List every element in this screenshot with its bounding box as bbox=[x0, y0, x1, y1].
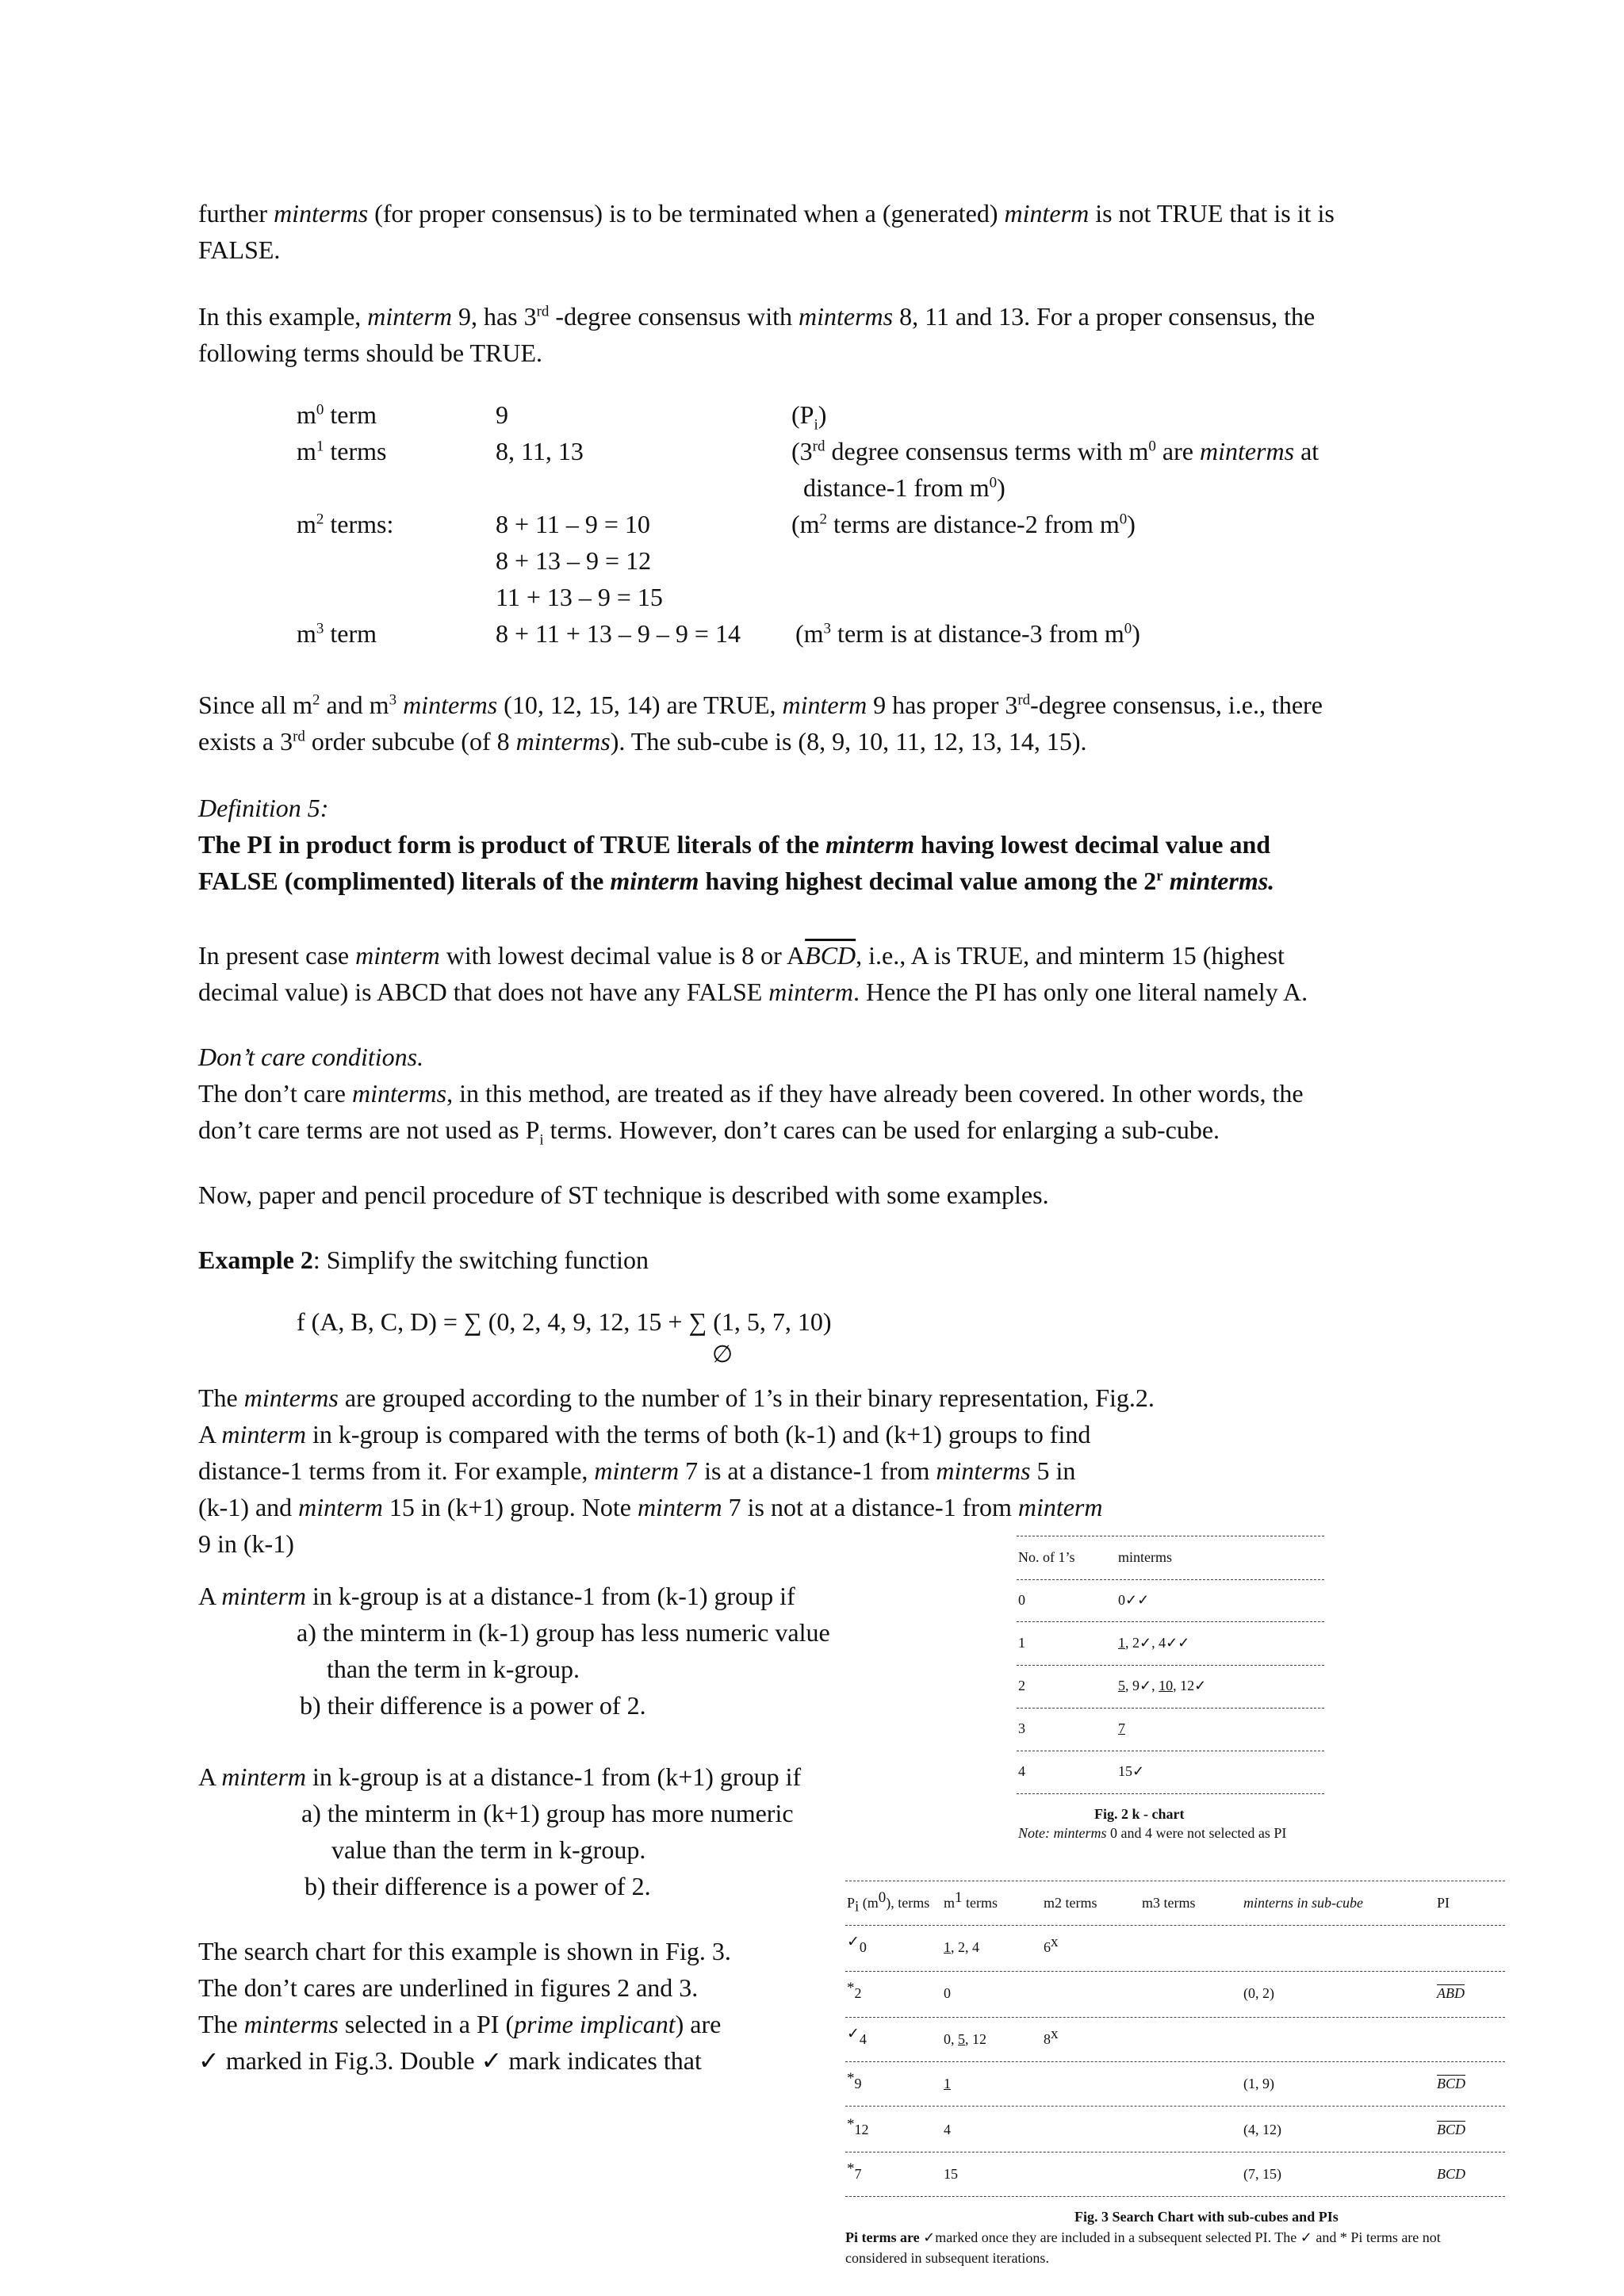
fig2-group-3: 3 bbox=[1018, 1720, 1025, 1736]
m0-value: 9 bbox=[496, 400, 508, 429]
rule-2-item-a: a) the minterm in (k+1) group has more numeric bbox=[301, 1799, 794, 1827]
divider bbox=[845, 2106, 1505, 2107]
intro-line-1: further minterms (for proper consensus) is to be terminated when a (generated) minterm is not TRUE that is it is bbox=[198, 199, 1335, 228]
grouped-line-2: A minterm in k-group is compared with the terms of both (k-1) and (k+1) groups to find bbox=[198, 1420, 1091, 1448]
rule-1-intro: A minterm in k-group is at a distance-1 from (k-1) group if bbox=[198, 1582, 795, 1610]
m3-value: 8 + 11 + 13 – 9 – 9 = 14 bbox=[496, 619, 741, 648]
check-icon: ✓ bbox=[481, 2045, 503, 2076]
fig3-header-m3: m3 terms bbox=[1142, 1895, 1196, 1911]
fig3-row-pi: *12 bbox=[847, 2116, 869, 2137]
m0-note: $(P_i)$ bbox=[791, 400, 827, 434]
definition-5-line-2: FALSE (complimented) literals of the minterm having highest decimal value among the 2$^r$ minterms. bbox=[198, 867, 1275, 895]
fig3-row-sub-cube: (4, 12) bbox=[1243, 2122, 1281, 2137]
divider bbox=[845, 1925, 1505, 1926]
m2-value-1: 8 + 11 – 9 = 10 bbox=[496, 510, 650, 538]
since-line-1: Since all $m^2$ and $m^3$ minterms (10, 12, 15, 14) are TRUE, minterm 9 has proper 3rd-degree consensus, i.e., there bbox=[198, 691, 1323, 719]
present-line-1: In present case minterm with lowest decimal value is 8 or $A\overline{BCD}$, i.e., A is TRUE, and minterm 15 (highest bbox=[198, 941, 1285, 970]
check-icon: ✓ bbox=[1300, 2229, 1312, 2246]
fig3-row-pi-expr: $\overline{BCD}$ bbox=[1437, 2076, 1465, 2091]
divider bbox=[845, 2061, 1505, 2062]
fig2-note: Note: minterms 0 and 4 were not selected as PI bbox=[1018, 1825, 1287, 1841]
divider bbox=[1017, 1665, 1324, 1666]
dont-care-line-2: don’t care terms are not used as $P_i$ terms. However, don’t cares can be used for enlarging a sub-cube. bbox=[198, 1115, 1220, 1149]
fig3-row-sub-cube: (1, 9) bbox=[1243, 2076, 1274, 2091]
rule-2-item-b: b) their difference is a power of 2. bbox=[304, 1872, 651, 1900]
divider bbox=[845, 1971, 1505, 1972]
divider bbox=[1017, 1621, 1324, 1622]
dont-care-line-1: The don’t care minterms, in this method, are treated as if they have already been covered. In other words, the bbox=[198, 1079, 1304, 1108]
grouped-line-4: (k-1) and minterm 15 in (k+1) group. Note minterm 7 is not at a distance-1 from minterm bbox=[198, 1493, 1103, 1521]
m2-label: $m^2$ terms: bbox=[297, 510, 394, 538]
since-line-2: exists a 3rd order subcube (of 8 minterms). The sub-cube is (8, 9, 10, 11, 12, 13, 14, 15). bbox=[198, 727, 1087, 756]
fig3-row-m1: 4 bbox=[944, 2122, 951, 2137]
fig3-header-sub-cube: minterns in sub-cube bbox=[1243, 1895, 1363, 1911]
fig3-row-pi: ✓0 bbox=[847, 1933, 867, 1955]
fig3-row-pi-expr: BCD bbox=[1437, 2166, 1465, 2182]
fig2-group-4: 4 bbox=[1018, 1763, 1025, 1779]
grouped-line-1: The minterms are grouped according to the number of 1’s in their binary representation, Fig.2. bbox=[198, 1383, 1155, 1412]
fig3-row-pi-expr: $\overline{BCD}$ bbox=[1437, 2122, 1465, 2137]
fig2-terms-4: 15✓ bbox=[1118, 1763, 1145, 1779]
fig2-header-ones: No. of 1’s bbox=[1018, 1549, 1075, 1565]
present-line-2: decimal value) is ABCD that does not have any FALSE minterm. Hence the PI has only one literal namely A. bbox=[198, 978, 1308, 1006]
check-icon: ✓ bbox=[198, 2045, 220, 2076]
fig2-header-minterms: minterms bbox=[1118, 1549, 1172, 1565]
example-2-heading: Example 2: Simplify the switching function bbox=[198, 1246, 649, 1274]
fig2-terms-2: 5, 9✓, 10, 12✓ bbox=[1118, 1678, 1207, 1693]
switching-function-formula: f (A, B, C, D) = ∑ (0, 2, 4, 9, 12, 15 + ∑ (1, 5, 7, 10) bbox=[297, 1307, 832, 1336]
divider bbox=[845, 2196, 1505, 2197]
fig3-row-m1: 1 bbox=[944, 2076, 951, 2091]
m2-note: ($m^2$ terms are distance-2 from $m^0$) bbox=[791, 510, 1136, 538]
fig3-note-line-1: Pi terms are ✓marked once they are included in a subsequent selected PI. The ✓ and * Pi terms are not bbox=[845, 2229, 1441, 2246]
definition-5-title: Definition 5: bbox=[198, 794, 329, 822]
fig3-row-pi-expr: $\overline{ABD}$ bbox=[1437, 1985, 1465, 2001]
search-para-line-2: The don’t cares are underlined in figures 2 and 3. bbox=[198, 1973, 699, 2002]
fig2-terms-3: 7 bbox=[1118, 1720, 1125, 1736]
fig3-caption: Fig. 3 Search Chart with sub-cubes and PIs bbox=[1074, 2209, 1339, 2225]
divider bbox=[845, 2017, 1505, 2018]
fig3-row-pi: ✓4 bbox=[847, 2025, 867, 2047]
m3-label: $m^3$ term bbox=[297, 619, 377, 648]
fig2-terms-0: 0✓✓ bbox=[1118, 1592, 1150, 1608]
fig3-header-m1: $m^1$ terms bbox=[944, 1889, 998, 1911]
fig3-row-sub-cube: (0, 2) bbox=[1243, 1985, 1274, 2001]
search-para-line-1: The search chart for this example is shown in Fig. 3. bbox=[198, 1937, 731, 1965]
example-para-line-1: In this example, minterm 9, has 3rd -degree consensus with minterms 8, 11 and 13. For a proper consensus, the bbox=[198, 302, 1316, 331]
m1-label: $m^1$ terms bbox=[297, 437, 387, 465]
check-icon: ✓ bbox=[923, 2229, 936, 2246]
fig3-row-sub-cube: (7, 15) bbox=[1243, 2166, 1281, 2182]
grouped-line-5: 9 in (k-1) bbox=[198, 1529, 294, 1558]
fig3-row-m1: 15 bbox=[944, 2166, 958, 2182]
fig3-row-pi: *2 bbox=[847, 1980, 862, 2001]
example-para-line-2: following terms should be TRUE. bbox=[198, 339, 543, 367]
fig3-row-m1: 0, 5, 12 bbox=[944, 2031, 986, 2047]
m2-value-2: 8 + 13 – 9 = 12 bbox=[496, 546, 652, 575]
fig3-row-m2: 6$^x$ bbox=[1044, 1934, 1059, 1955]
search-para-line-4: ✓ marked in Fig.3. Double ✓ mark indicates that bbox=[198, 2045, 702, 2076]
fig3-header-pi: $P_i$ $(m^0)$, terms bbox=[847, 1889, 930, 1915]
fig3-row-pi: *7 bbox=[847, 2160, 862, 2182]
fig3-header-pi-col: PI bbox=[1437, 1895, 1450, 1911]
divider bbox=[1017, 1579, 1324, 1580]
empty-set-symbol: ∅ bbox=[712, 1341, 733, 1368]
definition-5-line-1: The PI in product form is product of TRUE literals of the minterm having lowest decimal value and bbox=[198, 830, 1271, 859]
now-paragraph: Now, paper and pencil procedure of ST technique is described with some examples. bbox=[198, 1181, 1049, 1209]
fig2-terms-1: 1, 2✓, 4✓✓ bbox=[1118, 1635, 1190, 1651]
fig3-row-pi: *9 bbox=[847, 2070, 862, 2091]
fig3-row-m2: 8$^x$ bbox=[1044, 2026, 1059, 2047]
fig3-row-m1: 1, 2, 4 bbox=[944, 1939, 979, 1955]
dont-care-title: Don’t care conditions. bbox=[198, 1043, 424, 1071]
fig2-group-1: 1 bbox=[1018, 1635, 1025, 1651]
fig2-caption: Fig. 2 k - chart bbox=[1094, 1806, 1185, 1822]
divider bbox=[1017, 1793, 1324, 1794]
m3-note: ($m^3$ term is at distance-3 from $m^0$) bbox=[795, 619, 1140, 648]
divider bbox=[1017, 1708, 1324, 1709]
fig3-header-m2: m2 terms bbox=[1044, 1895, 1097, 1911]
fig2-group-0: 0 bbox=[1018, 1592, 1025, 1608]
rule-2-item-a-cont: value than the term in k-group. bbox=[331, 1835, 646, 1864]
rule-2-intro: A minterm in k-group is at a distance-1 from (k+1) group if bbox=[198, 1762, 802, 1791]
m0-label: $m^0$ term bbox=[297, 400, 377, 429]
intro-line-2: FALSE. bbox=[198, 235, 281, 264]
fig2-group-2: 2 bbox=[1018, 1678, 1025, 1693]
m2-value-3: 11 + 13 – 9 = 15 bbox=[496, 583, 663, 611]
rule-1-item-a-cont: than the term in k-group. bbox=[327, 1655, 580, 1683]
fig3-row-m1: 0 bbox=[944, 1985, 951, 2001]
grouped-line-3: distance-1 terms from it. For example, minterm 7 is at a distance-1 from minterms 5 in bbox=[198, 1456, 1076, 1485]
fig3-note-line-2: considered in subsequent iterations. bbox=[845, 2250, 1049, 2266]
m1-note-line-2: distance-1 from $m^0$) bbox=[803, 473, 1005, 502]
rule-1-item-b: b) their difference is a power of 2. bbox=[300, 1691, 646, 1720]
m1-value: 8, 11, 13 bbox=[496, 437, 584, 465]
search-para-line-3: The minterms selected in a PI (prime implicant) are bbox=[198, 2010, 722, 2038]
m1-note: (3rd degree consensus terms with $m^0$ are minterms at bbox=[791, 437, 1320, 465]
rule-1-item-a: a) the minterm in (k-1) group has less numeric value bbox=[297, 1618, 830, 1647]
